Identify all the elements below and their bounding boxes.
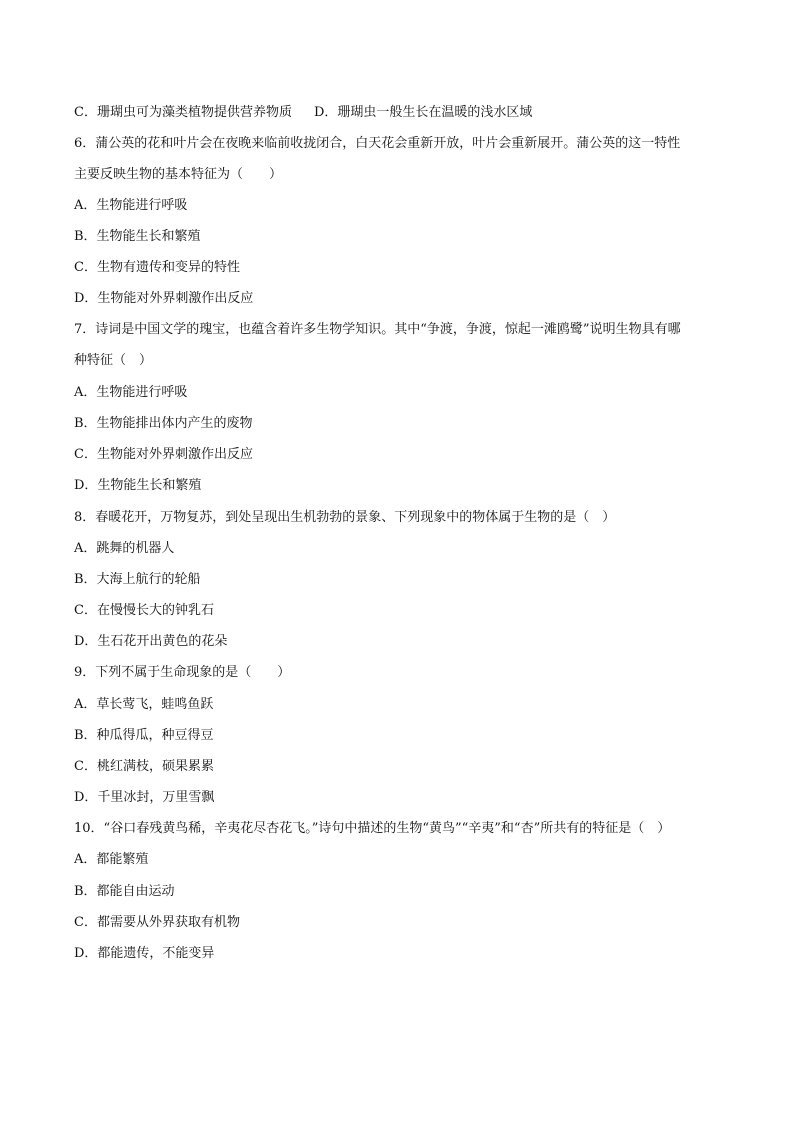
q6-option-c: C．生物有遗传和变异的特性 xyxy=(74,260,240,275)
q8-option-c: C．在慢慢长大的钟乳石 xyxy=(74,603,214,618)
q10-option-d: D．都能遗传，不能变异 xyxy=(74,946,215,961)
q8-option-a: A．跳舞的机器人 xyxy=(74,541,175,556)
q9-option-a: A．草长莺飞，蛙鸣鱼跃 xyxy=(74,697,214,712)
q7-option-c: C．生物能对外界刺激作出反应 xyxy=(74,447,253,462)
q10-option-a: A．都能繁殖 xyxy=(74,852,149,867)
q6-option-b: B．生物能生长和繁殖 xyxy=(74,229,201,244)
q8-option-b: B．大海上航行的轮船 xyxy=(74,572,201,587)
q5-option-row xyxy=(74,105,532,121)
q7-stem-line2: 种特征（ ） xyxy=(74,353,153,368)
q10-option-c: C．都需要从外界获取有机物 xyxy=(74,915,240,930)
q9-option-c: C．桃红满枝，硕果累累 xyxy=(74,759,214,774)
q8-option-d: D．生石花开出黄色的花朵 xyxy=(74,634,228,649)
q9-stem: 9．下列不属于生命现象的是（ ） xyxy=(74,665,291,680)
q9-option-b: B．种瓜得瓜，种豆得豆 xyxy=(74,728,214,743)
q5-option-c: C．珊瑚虫可为藻类植物提供营养物质 xyxy=(74,105,292,120)
q6-stem-line1: 6．蒲公英的花和叶片会在夜晚来临前收拢闭合，白天花会重新开放，叶片会重新展开。蒲公英的这一特性 xyxy=(74,136,681,151)
q10-stem: 10．“谷口春残黄鸟稀，辛夷花尽杏花飞。”诗句中描述的生物“黄鸟”“辛夷”和“杏”所共有的特征是（ ） xyxy=(74,821,671,836)
q6-option-a: A．生物能进行呼吸 xyxy=(74,198,188,213)
q5-option-d: D．珊瑚虫一般生长在温暖的浅水区域 xyxy=(313,105,533,120)
q7-option-a: A．生物能进行呼吸 xyxy=(74,385,188,400)
q7-option-d: D．生物能生长和繁殖 xyxy=(74,478,202,493)
q7-option-b: B．生物能排出体内产生的废物 xyxy=(74,416,253,431)
q6-option-d: D．生物能对外界刺激作出反应 xyxy=(74,291,254,306)
q6-stem-line2: 主要反映生物的基本特征为（ ） xyxy=(74,167,283,182)
q8-stem: 8．春暖花开，万物复苏，到处呈现出生机勃勃的景象、下列现象中的物体属于生物的是（ ） xyxy=(74,510,616,525)
q7-stem-line1: 7．诗词是中国文学的瑰宝，也蕴含着许多生物学知识。其中“争渡，争渡，惊起一滩鸥鹭”说明生物具有哪 xyxy=(74,322,681,337)
q9-option-d: D．千里冰封，万里雪飘 xyxy=(74,790,215,805)
q10-option-b: B．都能自由运动 xyxy=(74,884,175,899)
